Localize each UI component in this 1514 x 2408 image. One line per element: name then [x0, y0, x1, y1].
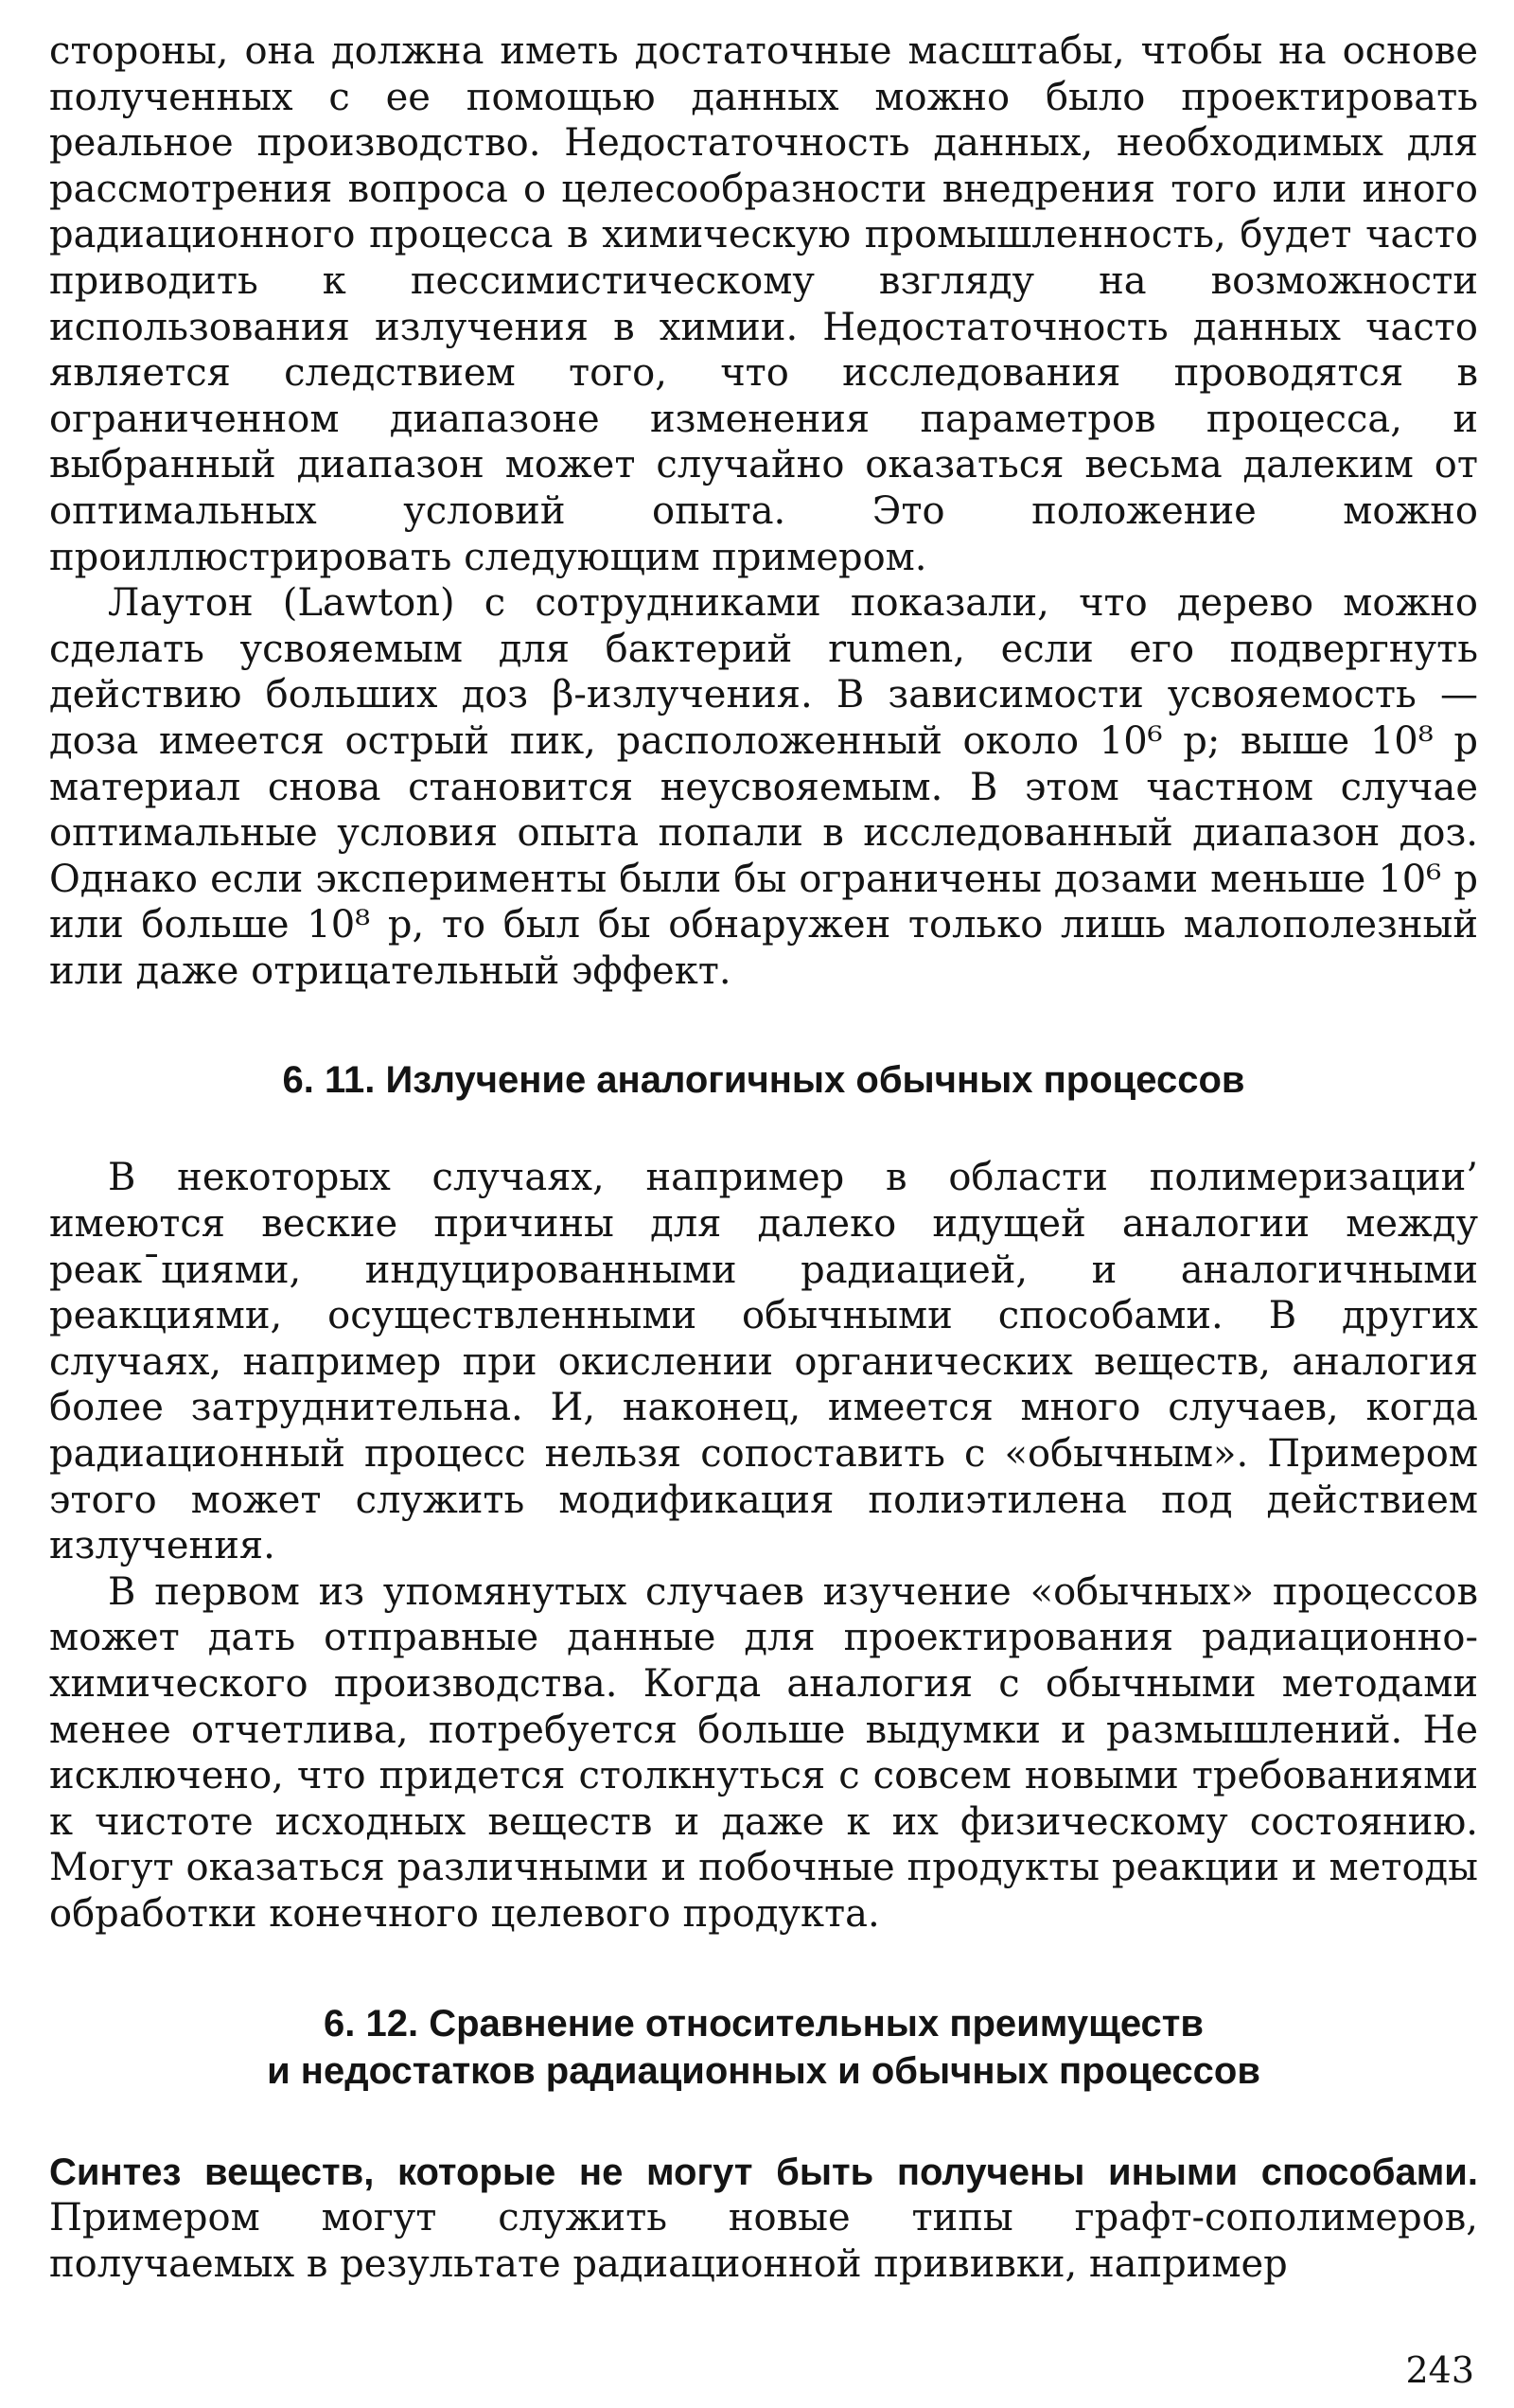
page-number: 243: [1405, 2349, 1474, 2391]
paragraph-synthesis-text: Примером могут служить новые типы графт-сополимеров, получаемых в результате радиационной прививки, например: [49, 2196, 1478, 2286]
paragraph-first-case: В первом из упомянутых случаев изучение «обычных» процессов может дать отправные данные для проектирования радиационно-химического производства. Когда аналогия с обычными методами менее отчетлива, потребуется больше выдумки и размышлений. Не исключено, что придется столкнуться с совсем новыми требованиями к чистоте исходных веществ и даже к их физическому состоянию. Могут оказаться различными и побочные продукты реакции и методы обработки конечного целевого продукта.: [49, 1569, 1478, 1936]
section-heading-6-12: [49, 2000, 1478, 2095]
runin-title: Синтез веществ, которые не могут быть получены иными способами.: [49, 2151, 1478, 2193]
paragraph-continuation: стороны, она должна иметь достаточные масштабы, чтобы на основе полученных с ее помощью данных можно было проектировать реальное производство. Недостаточность данных, необходимых для рассмотрения вопроса о целесообразности внедрения того или иного радиационного процесса в химическую промышленность, будет часто приводить к пессимистическому взгляду на возможности использования излучения в химии. Недостаточность данных часто является следствием того, что исследования проводятся в ограниченном диапазоне изменения параметров процесса, и выбранный диапазон может случайно оказаться весьма далеким от оптимальных условий опыта. Это положение можно проиллюстрировать следующим примером.: [49, 29, 1478, 579]
paragraph-lawton: Лаутон (Lawton) с сотрудниками показали, что дерево можно сделать усвояемым для бактерий rumen, если его подвергнуть действию больших доз β-излучения. В зависимости усвояемость — доза имеется острый пик, расположенный около 10⁶ р; выше 10⁸ р материал снова становится неусвояемым. В этом частном случае оптимальные условия опыта попали в исследованный диапазон доз. Однако если эксперименты были бы ограничены дозами меньше 10⁶ р или больше 10⁸ р, то был бы обнаружен только лишь малополезный или даже отрицательный эффект.: [49, 581, 1478, 993]
document-page: [49, 28, 1478, 2287]
paragraph-analogy: В некоторых случаях, например в области полимеризации’ имеются веские причины для далеко идущей аналогии между реак¯циями, индуцированными радиацией, и аналогичными реакциями, осуществленными обычными способами. В других случаях, например при окислении органических веществ, аналогия более затруднительна. И, наконец, имеется много случаев, когда радиационный процесс нельзя сопоставить с «обычным». Примером этого может служить модификация полиэтилена под действием излучения.: [49, 1156, 1478, 1568]
section-heading-6-12-line1: 6. 12. Сравнение относительных преимуществ: [324, 2002, 1204, 2045]
paragraph-synthesis: [49, 2150, 1478, 2288]
section-heading-6-12-line2: и недостатков радиационных и обычных процессов: [267, 2049, 1260, 2092]
section-heading-6-11: 6. 11. Излучение аналогичных обычных процессов: [282, 1059, 1245, 1102]
